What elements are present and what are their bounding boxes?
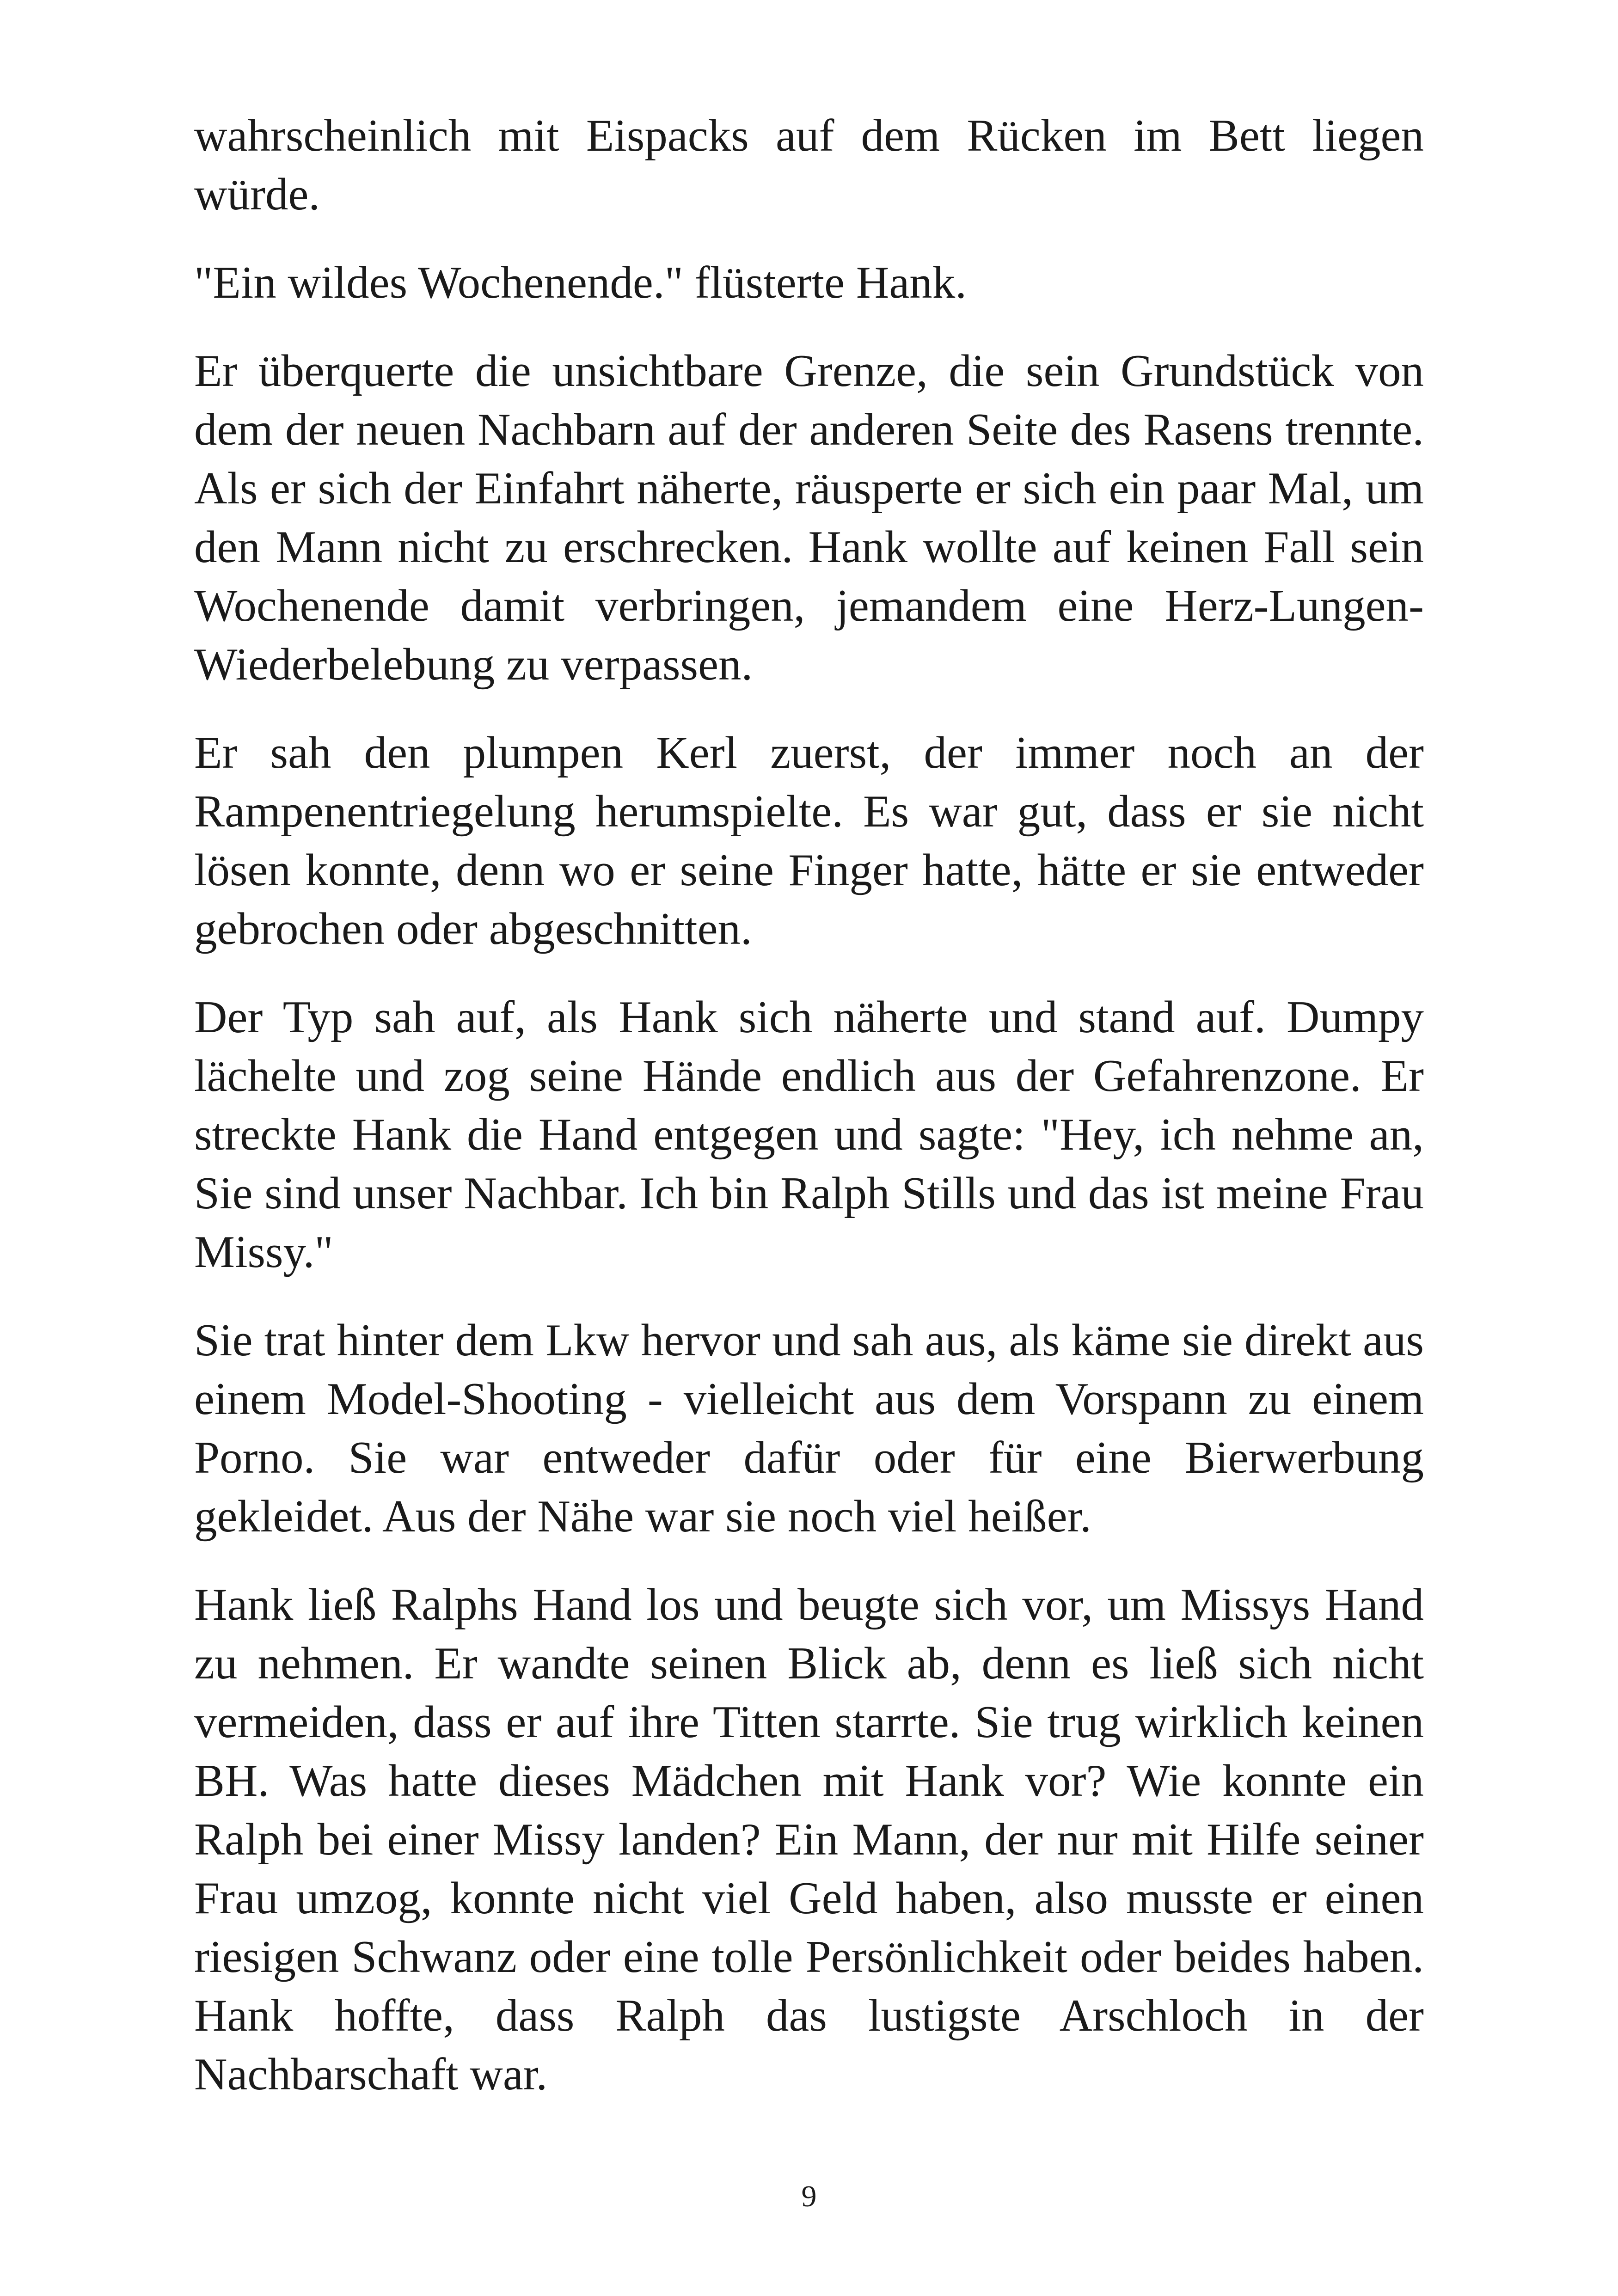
paragraph: wahrscheinlich mit Eispacks auf dem Rücken im Bett liegen würde. <box>194 110 1424 220</box>
paragraph: Sie trat hinter dem Lkw hervor und sah aus, als käme sie direkt aus einem Model-Shooting - vielleicht aus dem Vorspann zu einem Porno. Sie war entweder dafür oder für eine Bierwerbung gekleidet. Aus der Nähe war sie noch viel heißer. <box>194 1315 1424 1542</box>
paragraph: "Ein wildes Wochenende." flüsterte Hank. <box>194 257 967 308</box>
paragraph: Der Typ sah auf, als Hank sich näherte und stand auf. Dumpy lächelte und zog seine Hände endlich aus der Gefahrenzone. Er streckte Hank die Hand entgegen und sagte: "Hey, ich nehme an, Sie sind unser Nachbar. Ich bin Ralph Stills und das ist meine Frau Missy." <box>194 992 1424 1277</box>
page-number: 9 <box>801 2180 817 2213</box>
body-text <box>194 106 1424 2133</box>
paragraph: Er sah den plumpen Kerl zuerst, der immer noch an der Rampenentriegelung herumspielte. Es war gut, dass er sie nicht lösen konnte, denn wo er seine Finger hatte, hätte er sie entweder gebrochen oder abgeschnitten. <box>194 728 1424 954</box>
paragraph: Hank ließ Ralphs Hand los und beugte sich vor, um Missys Hand zu nehmen. Er wandte seinen Blick ab, denn es ließ sich nicht vermeiden, dass er auf ihre Titten starrte. Sie trug wirklich keinen BH. Was hatte dieses Mädchen mit Hank vor? Wie konnte ein Ralph bei einer Missy landen? Ein Mann, der nur mit Hilfe seiner Frau umzog, konnte nicht viel Geld haben, also musste er einen riesigen Schwanz oder eine tolle Persönlichkeit oder beides haben. Hank hoffte, dass Ralph das lustigste Arschloch in der Nachbarschaft war. <box>194 1580 1424 2100</box>
paragraph: Er überquerte die unsichtbare Grenze, die sein Grundstück von dem der neuen Nachbarn auf der anderen Seite des Rasens trennte. Als er sich der Einfahrt näherte, räusperte er sich ein paar Mal, um den Mann nicht zu erschrecken. Hank wollte auf keinen Fall sein Wochenende damit verbringen, jemandem eine Herz-Lungen-Wiederbelebung zu verpassen. <box>194 346 1424 690</box>
